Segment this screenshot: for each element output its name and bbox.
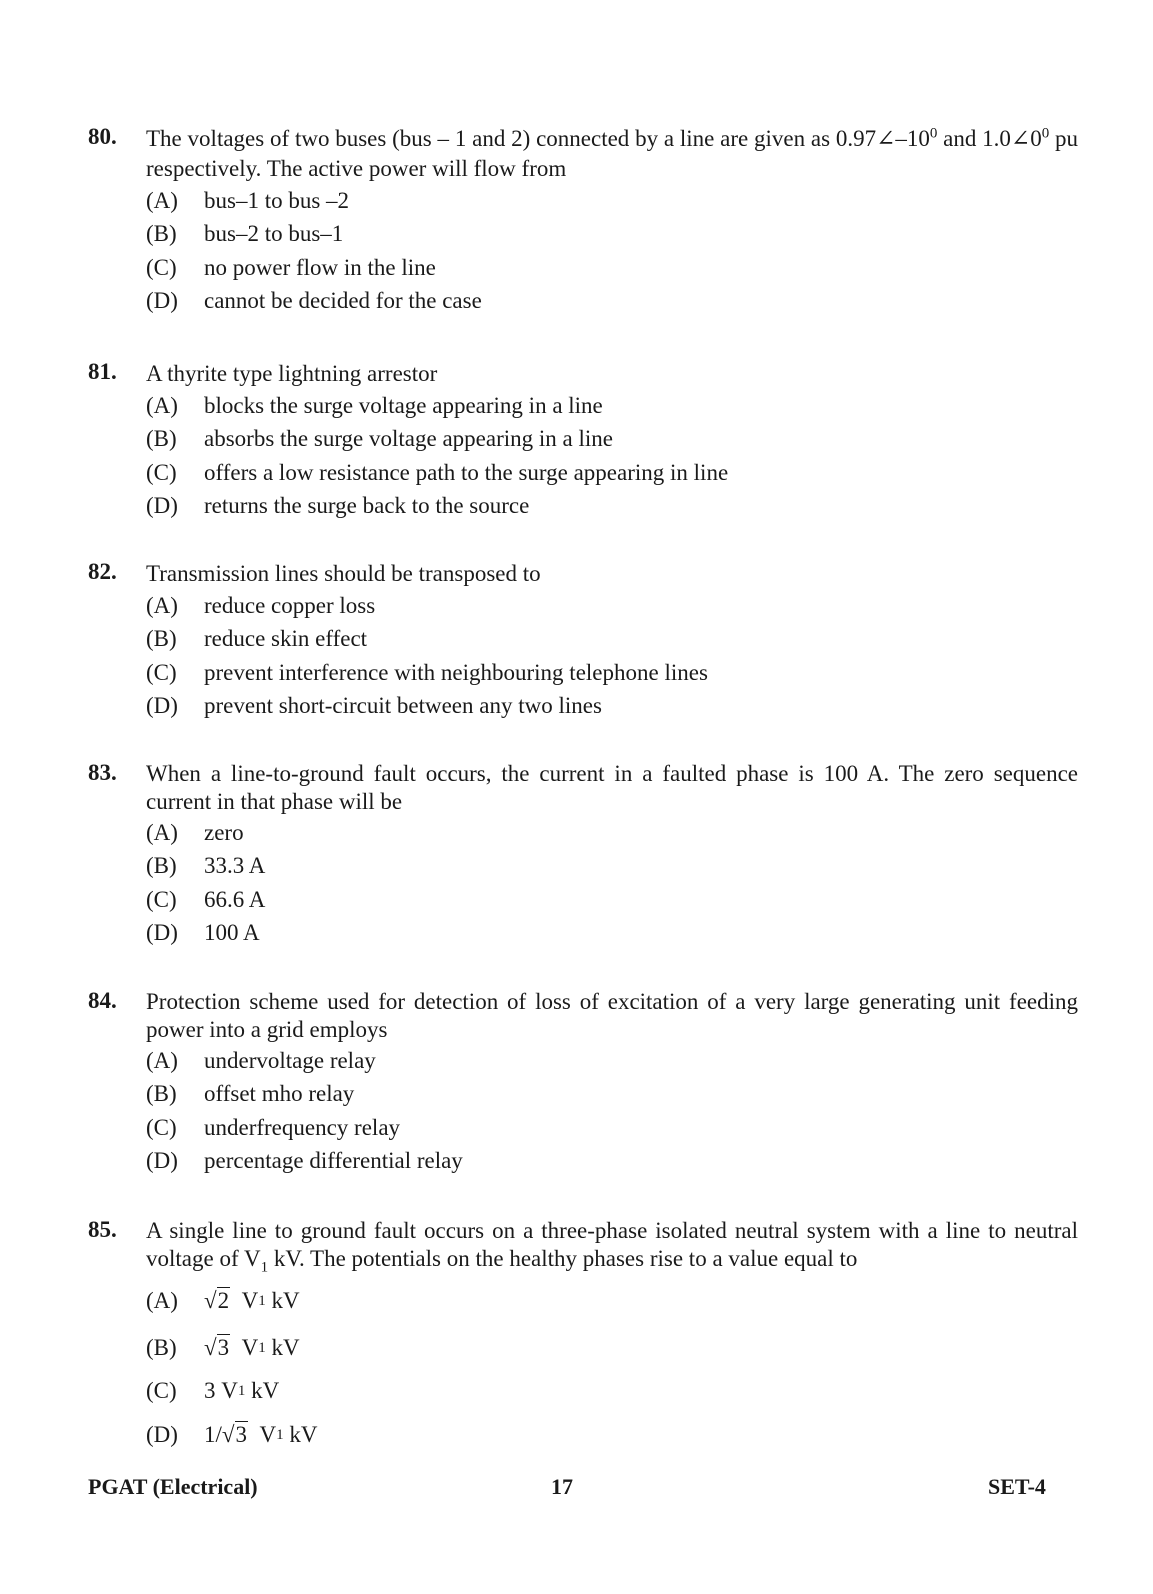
options-list: [146, 184, 1078, 318]
square-root: √3: [221, 1421, 248, 1447]
option-a: (A) blocks the surge voltage appearing in a line: [146, 392, 603, 418]
footer-set-label: SET-4: [988, 1474, 1046, 1499]
option-a: (A) bus–1 to bus –2: [146, 187, 350, 213]
option-d: (D) cannot be decided for the case: [146, 288, 482, 314]
option-c: (C) 66.6 A: [146, 886, 266, 912]
option-d: (D) returns the surge back to the source: [146, 493, 530, 519]
option-d: (D) percentage differential relay: [146, 1148, 463, 1174]
option-b: (B) absorbs the surge voltage appearing in a line: [146, 426, 613, 452]
option-c: (C) underfrequency relay: [146, 1114, 401, 1140]
question-84: [88, 988, 1078, 1178]
question-number: 82.: [88, 559, 117, 584]
option-a: (A) √2 V 1 kV: [146, 1287, 300, 1313]
options-list: [146, 389, 1078, 523]
question-number: 80.: [88, 124, 117, 149]
option-c: (C) prevent interference with neighbouring telephone lines: [146, 659, 708, 685]
option-c: (C) 3 V 1 kV: [146, 1378, 280, 1403]
question-80: [88, 124, 1078, 318]
option-b: (B) bus–2 to bus–1: [146, 221, 344, 247]
footer-page-number: 17: [551, 1474, 573, 1499]
option-a: (A) zero: [146, 819, 244, 845]
question-text: The voltages of two buses (bus – 1 and 2) connected by a line are given as $0.97\angle-10^0$ and $1.0\angle 0^0$ pu respectively. The active power will flow from: [146, 125, 1079, 181]
question-number: 83.: [88, 760, 117, 785]
option-b: (B) reduce skin effect: [146, 626, 368, 652]
question-82: [88, 559, 1078, 723]
question-text: A single line to ground fault occurs on a three-phase isolated neutral system with a line to neutral voltage of $V_1$ kV. The potentials on the healthy phases rise to a value equal to: [146, 1218, 1078, 1276]
option-c: (C) offers a low resistance path to the surge appearing in line: [146, 459, 729, 485]
options-list: [146, 589, 1078, 723]
options-list: [146, 816, 1078, 950]
footer-exam-title: PGAT (Electrical): [88, 1474, 258, 1499]
question-85: [88, 1217, 1078, 1458]
option-d: (D) prevent short-circuit between any two lines: [146, 693, 602, 719]
square-root: √3: [204, 1334, 230, 1360]
option-c: (C) no power flow in the line: [146, 254, 436, 280]
question-81: [88, 359, 1078, 523]
options-list: [146, 1277, 1078, 1458]
option-d: (D) 1/ √3 V 1 kV: [146, 1421, 318, 1447]
question-number: 85.: [88, 1217, 117, 1242]
option-a: (A) reduce copper loss: [146, 592, 376, 618]
question-text: Transmission lines should be transposed to: [146, 561, 541, 586]
option-b: (B) √3 V 1 kV: [146, 1334, 300, 1360]
question-number: 84.: [88, 988, 117, 1013]
question-number: 81.: [88, 359, 117, 384]
question-text: Protection scheme used for detection of loss of excitation of a very large generating unit feeding power into a grid employs: [146, 989, 1078, 1042]
option-d: (D) 100 A: [146, 920, 260, 946]
option-a: (A) undervoltage relay: [146, 1047, 376, 1073]
question-83: [88, 760, 1078, 950]
question-text: When a line-to-ground fault occurs, the current in a faulted phase is 100 A. The zero sequence current in that phase will be: [146, 761, 1078, 814]
question-text: A thyrite type lightning arrestor: [146, 361, 438, 386]
square-root: √2: [204, 1287, 230, 1313]
options-list: [146, 1044, 1078, 1178]
option-b: (B) 33.3 A: [146, 853, 266, 879]
option-b: (B) offset mho relay: [146, 1081, 355, 1107]
